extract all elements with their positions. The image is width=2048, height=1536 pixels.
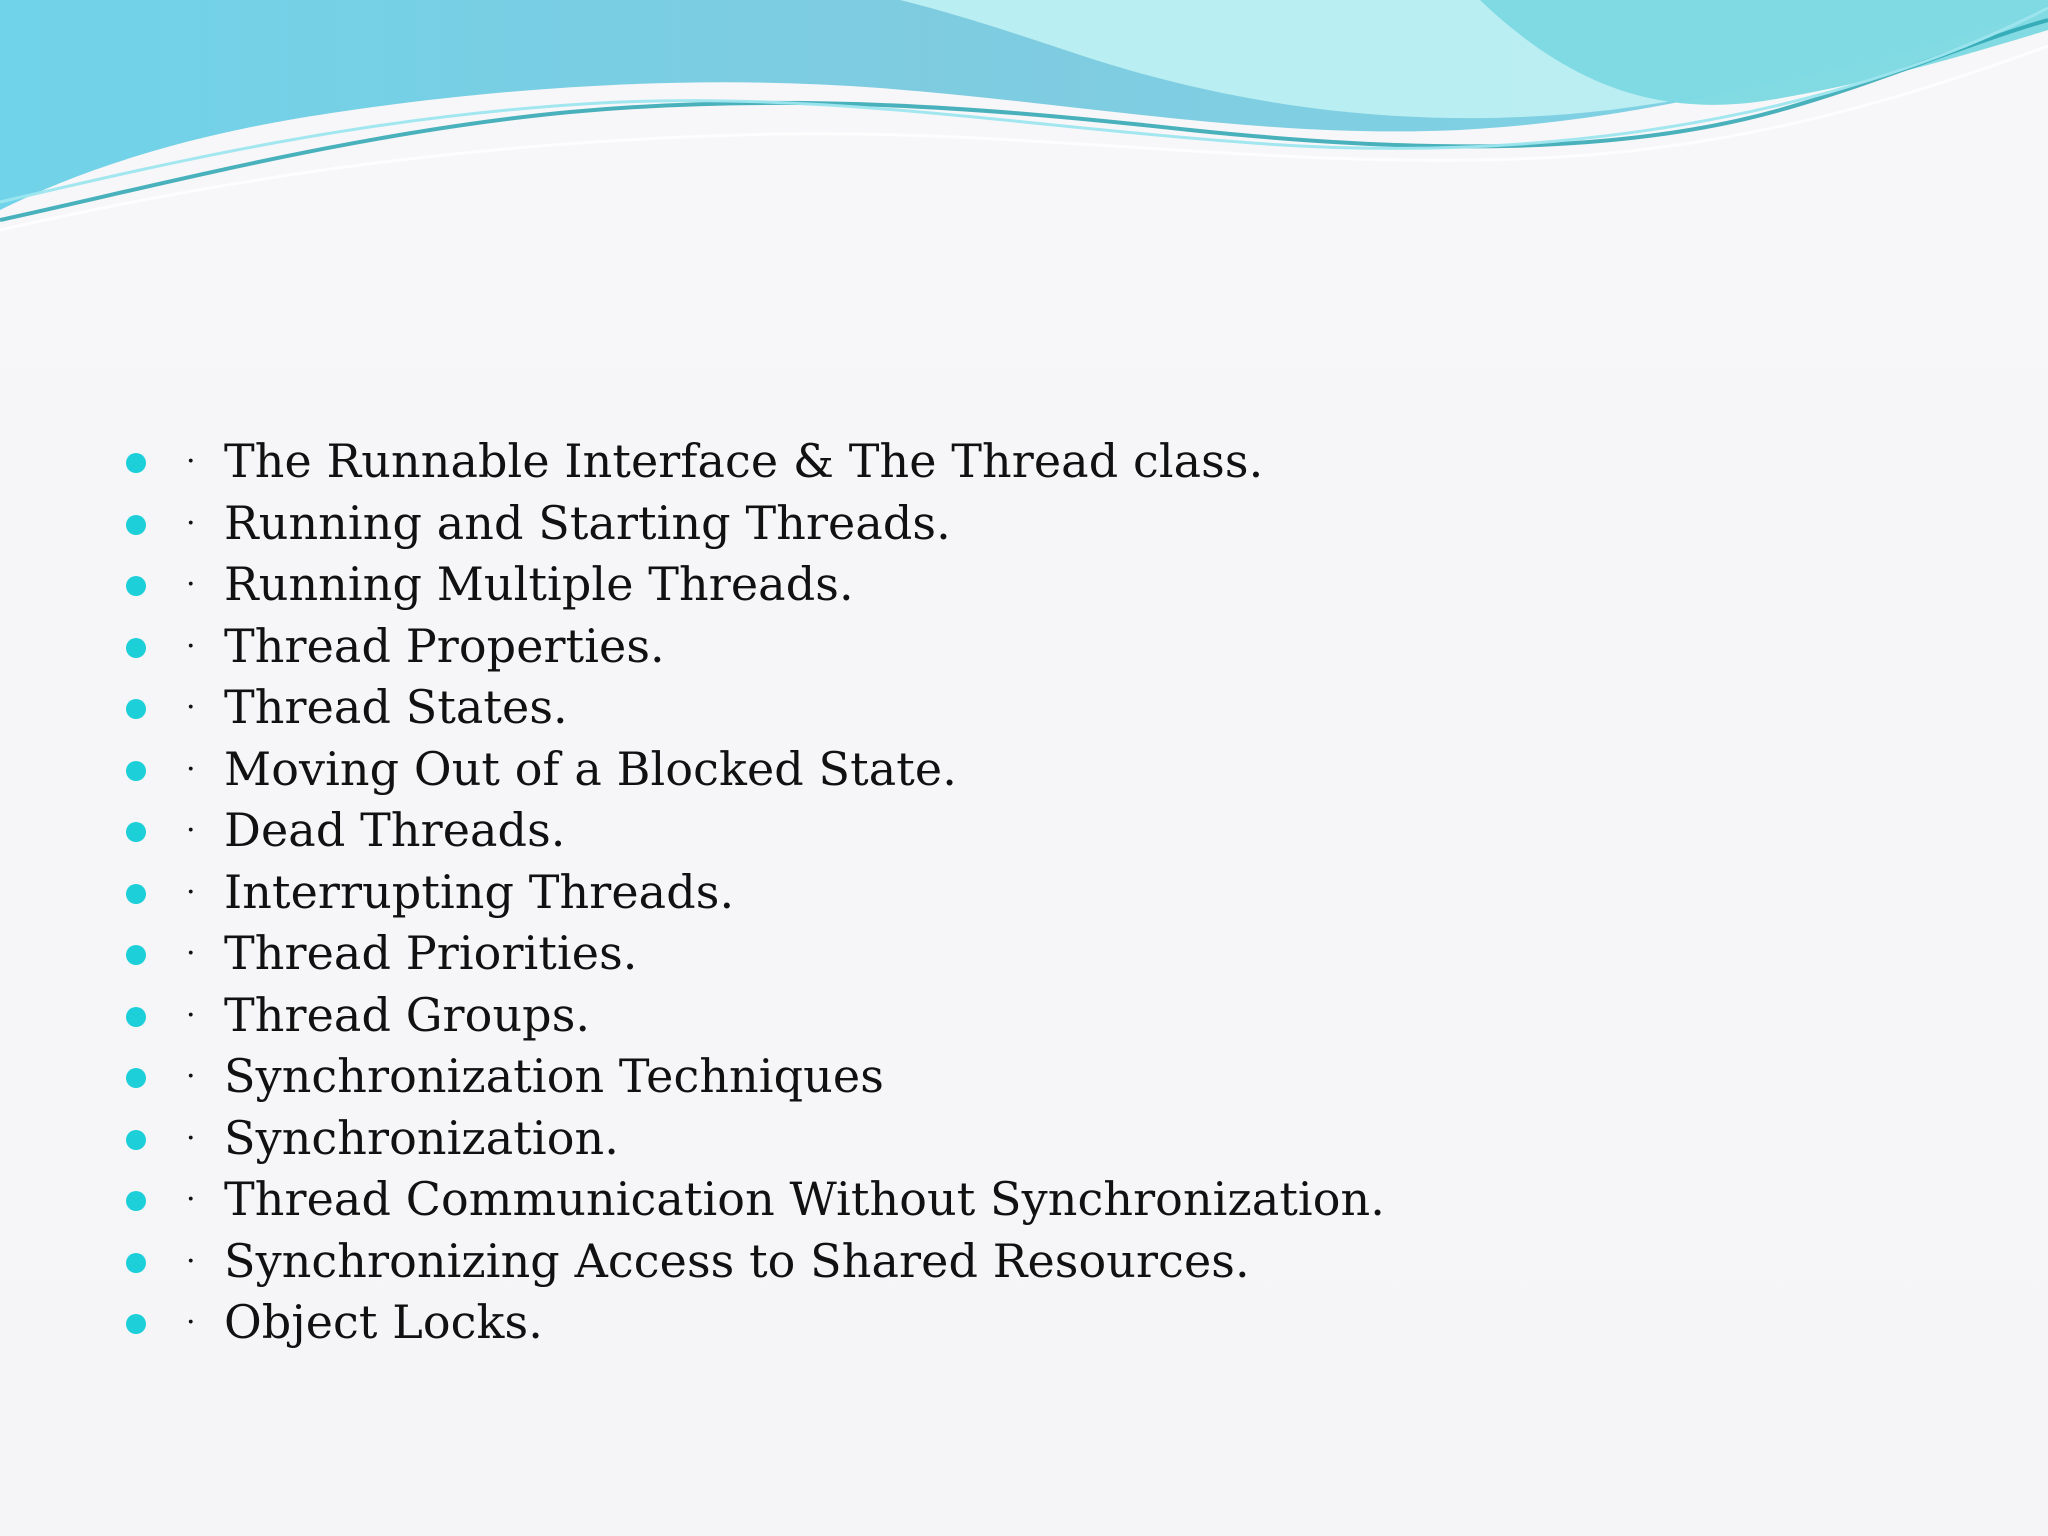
bullet-icon: [126, 1007, 146, 1027]
bullet-icon: [126, 1253, 146, 1273]
bullet-icon: [126, 884, 146, 904]
topic-text: Moving Out of a Blocked State.: [224, 741, 957, 796]
item-marker: ·: [186, 628, 196, 664]
item-marker: ·: [186, 505, 196, 541]
item-marker: ·: [186, 1059, 196, 1094]
bullet-icon: [126, 761, 146, 781]
topic-text: Running and Starting Threads.: [224, 495, 951, 550]
topic-text: Thread Properties.: [224, 618, 665, 673]
item-marker: ·: [186, 1243, 196, 1279]
bullet-icon: [126, 576, 146, 596]
topic-text: Thread States.: [224, 680, 568, 734]
item-marker: ·: [186, 997, 196, 1033]
item-marker: ·: [186, 1120, 196, 1156]
item-marker: ·: [186, 1305, 196, 1340]
topic-text: The Runnable Interface & The Thread class.: [224, 434, 1264, 488]
topic-text: Synchronizing Access to Shared Resources.: [224, 1233, 1250, 1288]
item-marker: ·: [186, 874, 196, 910]
item-marker: ·: [186, 751, 196, 787]
bullet-icon: [126, 1068, 146, 1088]
topic-text: Thread Communication Without Synchronization.: [224, 1172, 1385, 1226]
bullet-icon: [126, 453, 146, 473]
bullet-icon: [126, 945, 146, 965]
bullet-icon: [126, 1314, 146, 1334]
item-marker: ·: [186, 813, 196, 848]
topic-text: Object Locks.: [224, 1295, 543, 1349]
item-marker: ·: [186, 444, 196, 479]
bullet-icon: [126, 1191, 146, 1211]
topic-text: Dead Threads.: [224, 803, 566, 857]
item-marker: ·: [186, 690, 196, 725]
item-marker: ·: [186, 1182, 196, 1217]
item-marker: ·: [186, 567, 196, 602]
topic-text: Running Multiple Threads.: [224, 557, 854, 611]
bullet-icon: [126, 1130, 146, 1150]
bullet-icon: [126, 638, 146, 658]
wave-header-decoration: [0, 0, 2048, 240]
topic-text: Thread Priorities.: [224, 926, 638, 980]
bullet-icon: [126, 699, 146, 719]
bullet-icon: [126, 515, 146, 535]
topic-text: Thread Groups.: [224, 987, 591, 1042]
item-marker: ·: [186, 936, 196, 971]
topic-text: Synchronization.: [224, 1110, 619, 1165]
bullet-icon: [126, 822, 146, 842]
topic-text: Interrupting Threads.: [224, 864, 735, 919]
topic-text: Synchronization Techniques: [224, 1049, 884, 1103]
